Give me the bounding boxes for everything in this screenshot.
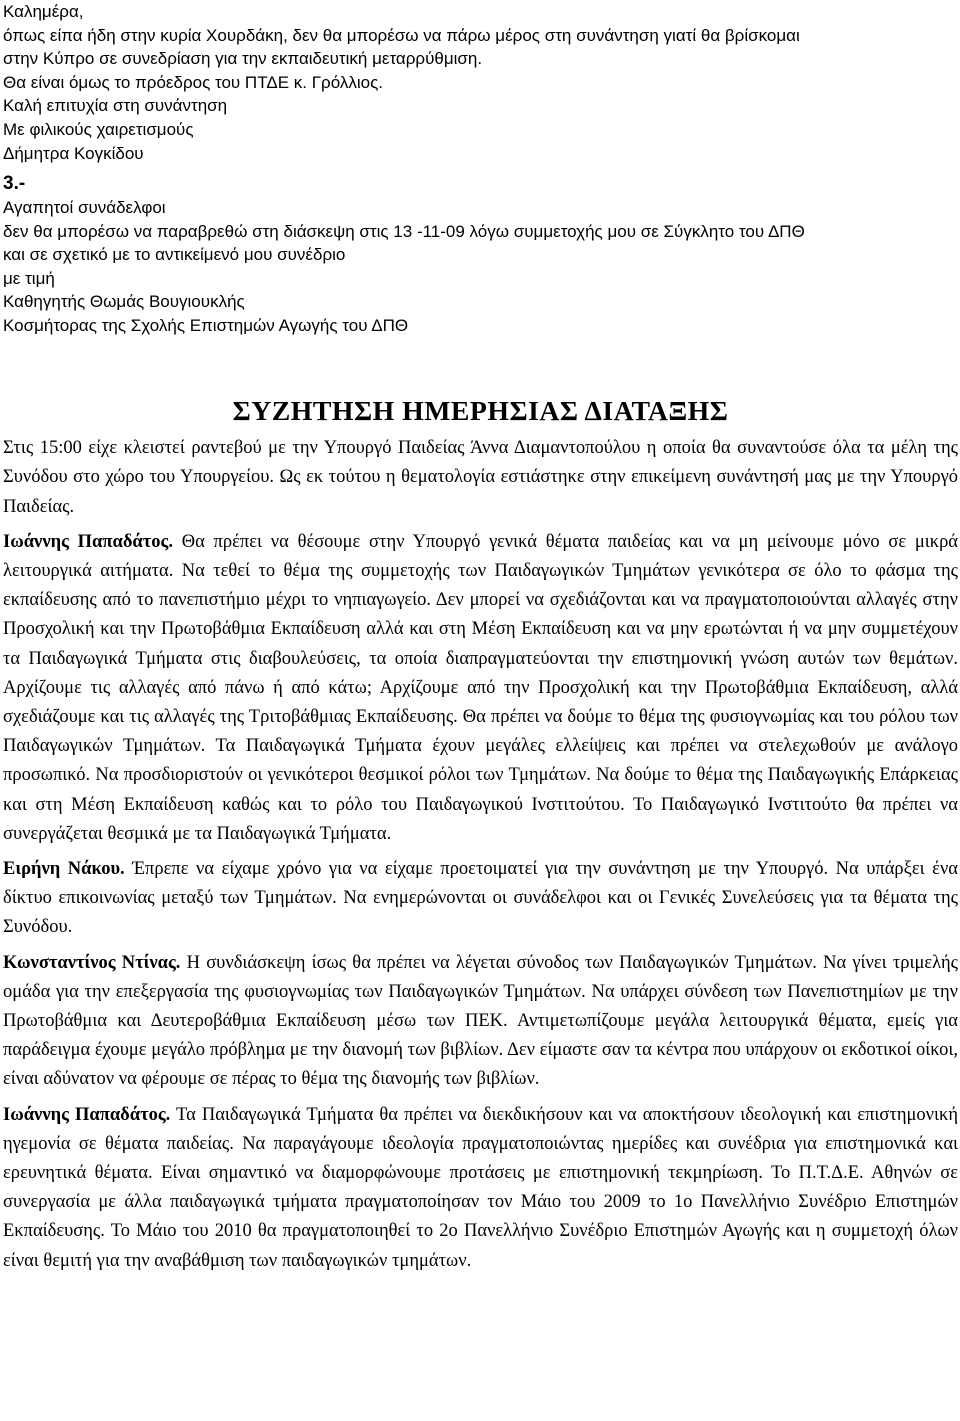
item-signature-title: Κοσμήτορας της Σχολής Επιστημών Αγωγής του ΔΠΘ (3, 315, 409, 335)
email-message (3, 0, 958, 165)
speaker-name: Ιωάννης Παπαδάτος. (3, 531, 173, 552)
section-heading: ΣΥΖΗΤΗΣΗ ΗΜΕΡΗΣΙΑΣ ΔΙΑΤΑΞΗΣ (232, 396, 729, 427)
paragraph-text: Θα πρέπει να θέσουμε στην Υπουργό γενικά θέματα παιδείας και να μη μείνουμε μόνο σε μικρά λειτουργικά αιτήματα. Να τεθεί το θέμα της συμμετοχής των Παιδαγωγικών Τμημάτων γενικότερα σε όλο το φάσμα της εκπαίδευσης από το πανεπιστήμιο μέχρι το νηπιαγωγείο. Δεν μπορεί να σχεδιάζονται και να πραγματοποιούνται αλλαγές στην Προσχολική και την Πρωτοβάθμια Εκπαίδευση αλλά και στη Μέση Εκπαίδευση και να μην ερωτώνται ή να μην συμμετέχουν τα Παιδαγωγικά Τμήματα στις διαβουλεύσεις, τα οποία διαπραγματεύονται την επιστημονική γνώση αυτών των θεμάτων. Αρχίζουμε τις αλλαγές από πάνω ή από κάτω; Αρχίζουμε από την Προσχολική και την Πρωτοβάθμια Εκπαίδευση, αλλά σχεδιάζουμε και τις αλλαγές της Τριτοβάθμιας Εκπαίδευσης. Θα πρέπει να δούμε το θέμα της φυσιογνωμίας και του ρόλου των Παιδαγωγικών Τμημάτων. Τα Παιδαγωγικά Τμήματα έχουν μεγάλες ελλείψεις και πρέπει να στελεχωθούν με ανάλογο προσωπικό. Να προσδιοριστούν οι γενικότεροι θεσμικοί ρόλοι των Τμημάτων. Να δούμε το θέμα της Παιδαγωγικής Επάρκειας και στη Μέση Εκπαίδευση καθώς και το ρόλο του Παιδαγωγικού Ινστιτούτου. Το Παιδαγωγικό Ινστιτούτο θα πρέπει να συνεργάζεται θεσμικά με τα Παιδαγωγικά Τμήματα. (3, 531, 958, 844)
email-sign-off: Με φιλικούς χαιρετισμούς (3, 119, 194, 139)
minutes-paragraph (3, 528, 958, 849)
item-body-line: και σε σχετικό με το αντικείμενό μου συνέδριο (3, 245, 346, 265)
paragraph-text: Στις 15:00 είχε κλειστεί ραντεβού με την Υπουργό Παιδείας Άννα Διαμαντοπούλου η οποία θα συναντούσε όλα τα μέλη της Συνόδου στο χώρο του Υπουργείου. Ως εκ τούτου η θεματολογία εστιάστηκε στην επικείμενη συνάντησή μας με την Υπουργό Παιδείας. (3, 438, 958, 517)
minutes-paragraph (3, 949, 958, 1095)
minutes-paragraph (3, 1101, 958, 1276)
speaker-name: Κωνσταντίνος Ντίνας. (3, 952, 181, 973)
paragraph-text: Η συνδιάσκεψη ίσως θα πρέπει να λέγεται σύνοδος των Παιδαγωγικών Τμημάτων. Να γίνει τριμελής ομάδα για την επεξεργασία της φυσιογνωμίας των Παιδαγωγικών Τμημάτων. Να υπάρχει σύνδεση των Πανεπιστημίων με την Πρωτοβάθμια και Δευτεροβάθμια Εκπαίδευση μέσω των ΠΕΚ. Αντιμετωπίζουμε μεγάλα λειτουργικά θέματα, εμείς για παράδειγμα έχουμε μεγάλο πρόβλημα με την διανομή των βιβλίων. Δεν είμαστε σαν τα κέντρα που υπάρχουν οι εκδοτικοί οίκοι, είναι αδύνατον να φέρουμε σε πέρας το θέμα της διανομής των βιβλίων. (3, 952, 958, 1090)
paragraph-text: Τα Παιδαγωγικά Τμήματα θα πρέπει να διεκδικήσουν και να αποκτήσουν ιδεολογική και επιστημονική ηγεμονία σε θέματα παιδείας. Να παραγάγουμε ιδεολογία πραγματοποιώντας ημερίδες και συνέδρια για επιστημονικά και ερευνητικά θέματα. Είναι σημαντικό να διαμορφώνουμε προτάσεις με επιστημονική τεκμηρίωση. Το Π.Τ.Δ.Ε. Αθηνών σε συνεργασία με άλλα παιδαγωγικά τμήματα πραγματοποίησαν τον Μάιο του 2009 το 1ο Πανελλήνιο Συνέδριο Επιστημών Εκπαίδευσης. Το Μάιο του 2010 θα πραγματοποιηθεί το 2ο Πανελλήνιο Συνέδριο Επιστημών Αγωγής και η συμμετοχή όλων είναι θεμιτή για την αναβάθμιση των παιδαγωγικών τμημάτων. (3, 1104, 958, 1271)
email-closing-wish: Καλή επιτυχία στη συνάντηση (3, 96, 228, 116)
email-body-line: όπως είπα ήδη στην κυρία Χουρδάκη, δεν θα μπορέσω να πάρω μέρος στη συνάντηση γιατί θα βρίσκομαι (3, 25, 800, 45)
item-salutation: Αγαπητοί συνάδελφοι (3, 198, 166, 217)
email-greeting: Καλημέρα, (3, 2, 84, 21)
item-closing: με τιμή (3, 268, 55, 288)
email-body-line: Θα είναι όμως το πρόεδρος του ΠΤΔΕ κ. Γρόλλιος. (3, 72, 384, 92)
email-signature: Δήμητρα Κογκίδου (3, 143, 144, 163)
item-signature-name: Καθηγητής Θωμάς Βουγιουκλής (3, 292, 245, 312)
minutes-paragraph (3, 434, 958, 522)
meeting-minutes (3, 397, 958, 1280)
speaker-name: Ιωάννης Παπαδάτος. (3, 1104, 171, 1125)
paragraph-text: Έπρεπε να είχαμε χρόνο για να είχαμε προετοιματεί για την συνάντηση με την Υπουργό. Να υπάρξει ένα δίκτυο επικοινωνίας μεταξύ των Τμημάτων. Να ενημερώνονται οι συνάδελφοι και οι Γενικές Συνελεύσεις για τα θέματα της Συνόδου. (3, 859, 958, 938)
item-body-line: δεν θα μπορέσω να παραβρεθώ στη διάσκεψη στις 13 -11-09 λόγω συμμετοχής μου σε Σύγκλητο του ΔΠΘ (3, 221, 805, 241)
email-body-line: στην Κύπρο σε συνεδρίαση για την εκπαιδευτική μεταρρύθμιση. (3, 49, 483, 69)
item-number: 3.- (3, 173, 26, 194)
minutes-paragraph (3, 855, 958, 943)
apology-item-3 (3, 172, 958, 338)
speaker-name: Ειρήνη Νάκου. (3, 859, 125, 880)
